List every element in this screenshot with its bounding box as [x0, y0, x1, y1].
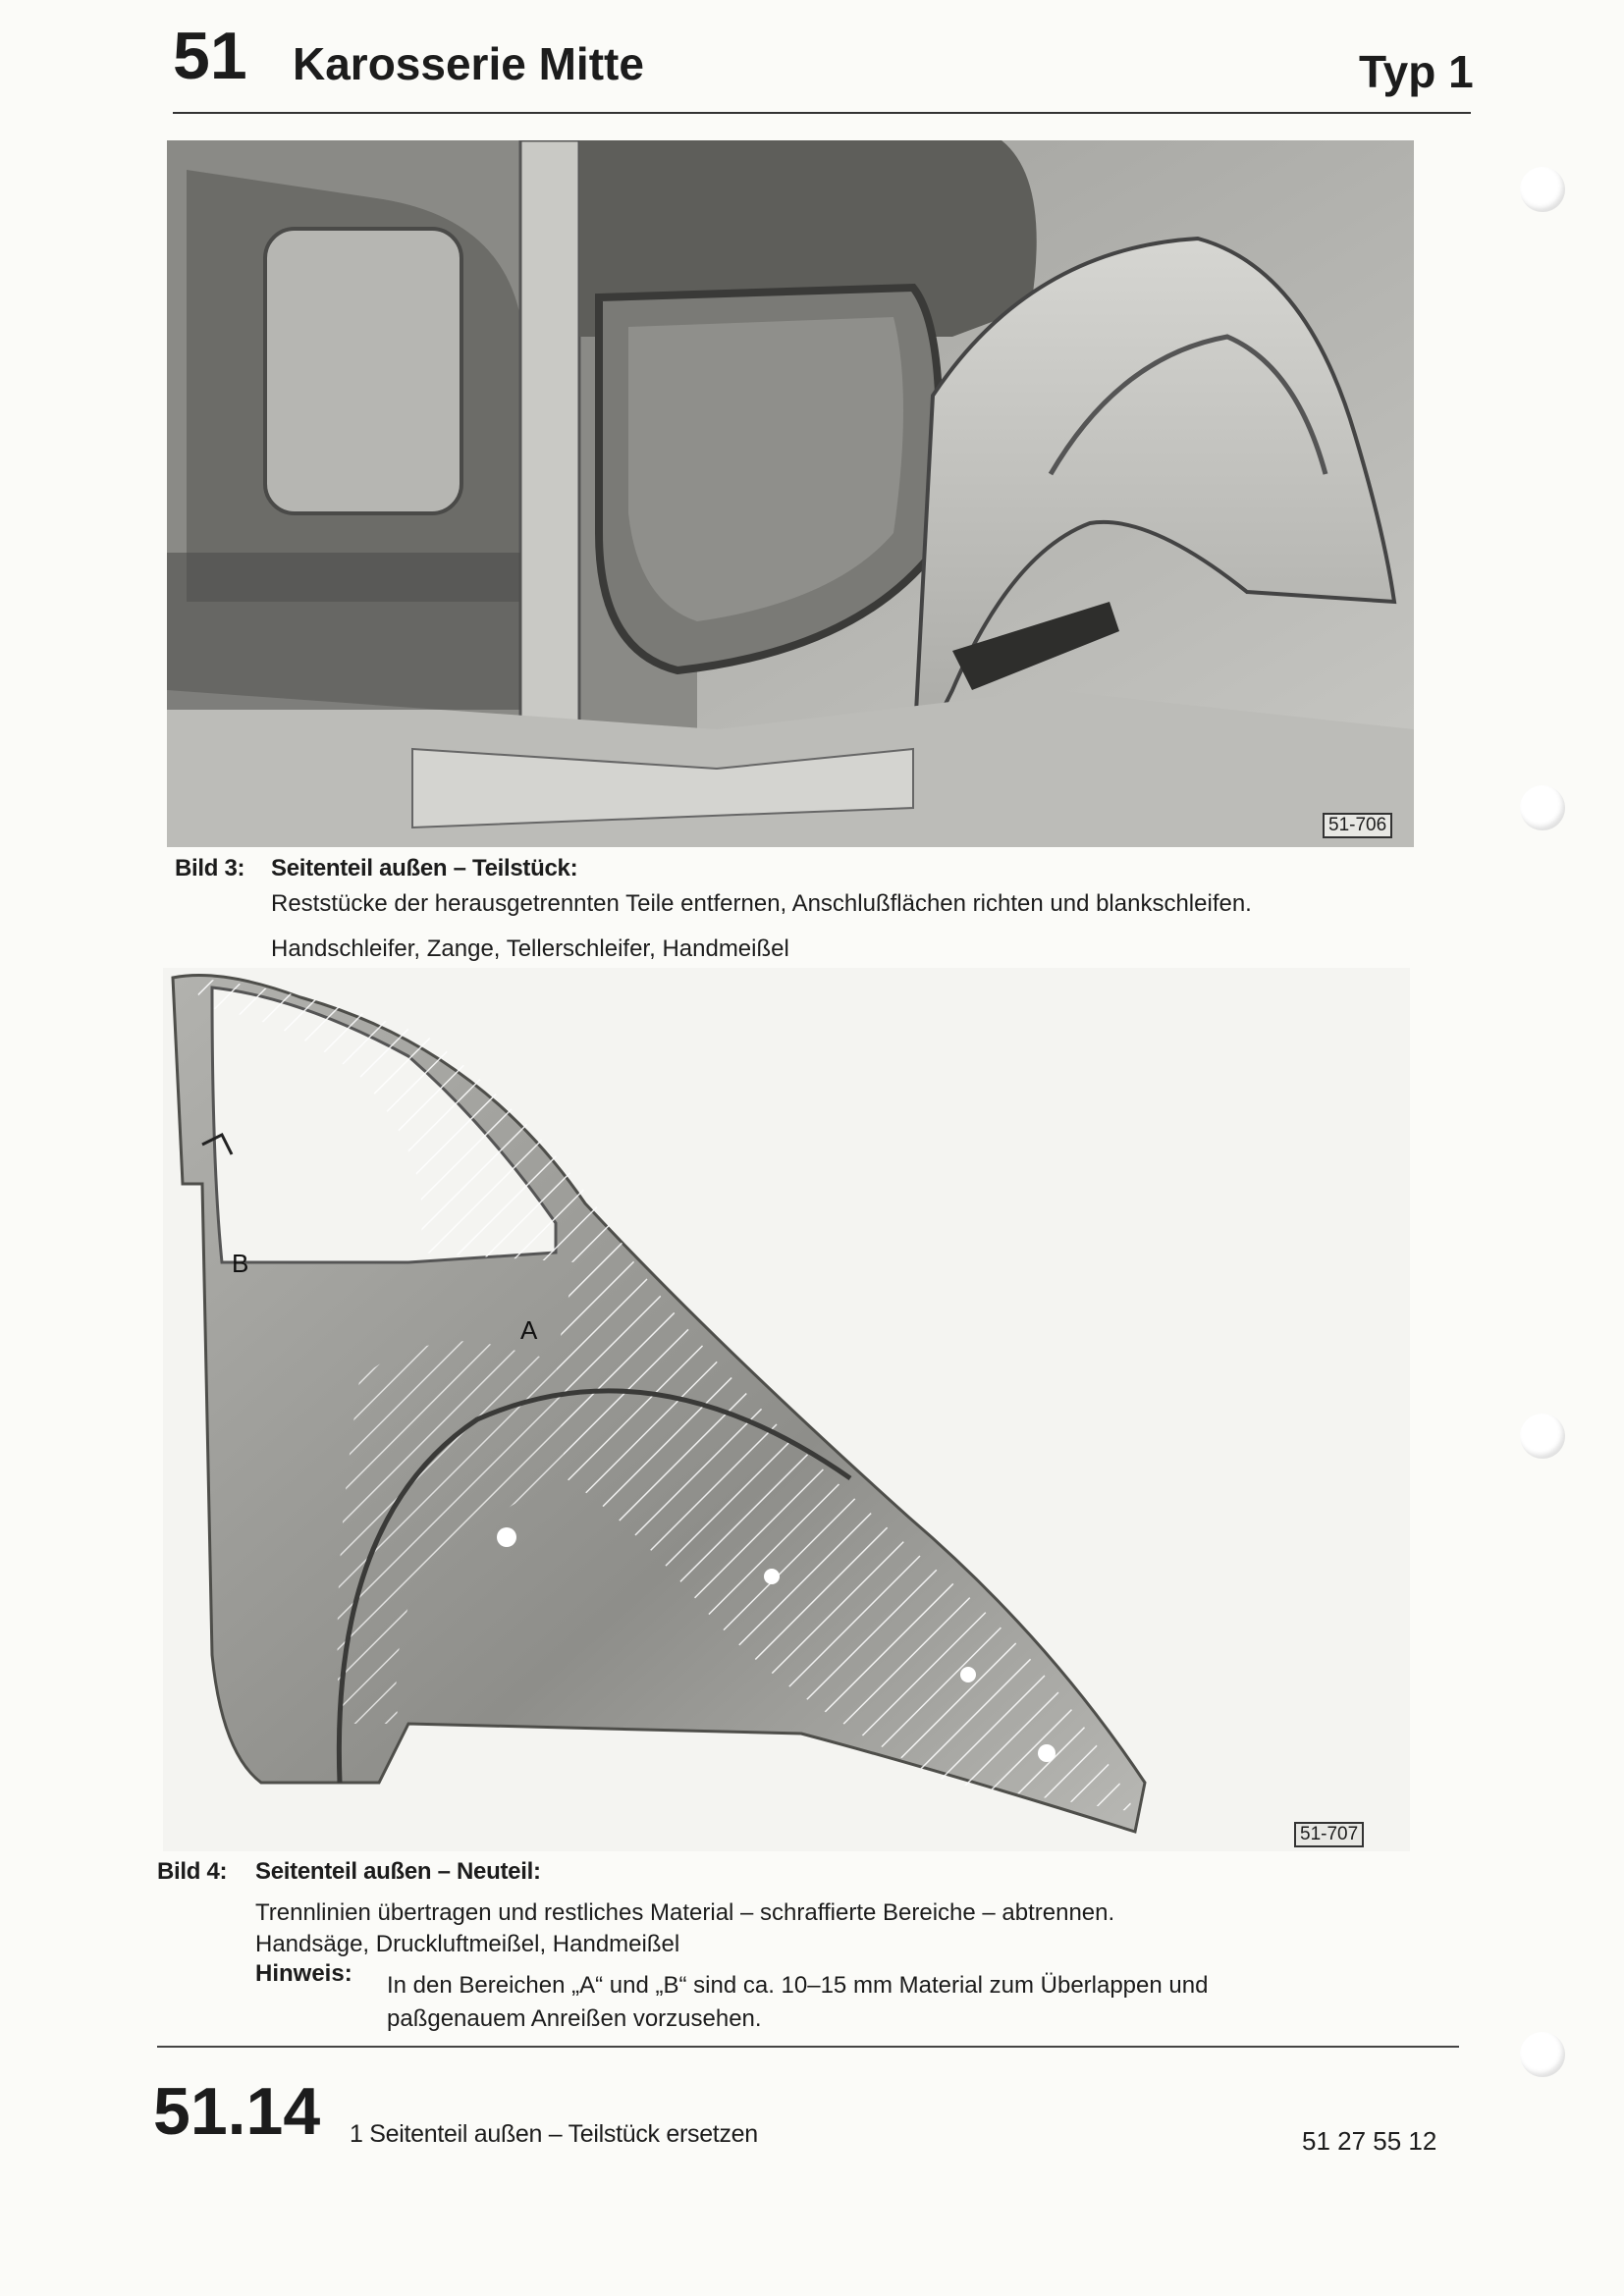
- marker-b: B: [232, 1249, 249, 1278]
- binder-hole: [1520, 1414, 1565, 1459]
- figure-3-instruction: Reststücke der herausgetrennten Teile entfernen, Anschlußflächen richten und blankschleifen.: [271, 890, 1252, 917]
- binder-hole: [1520, 785, 1565, 830]
- type-label: Typ 1: [1359, 46, 1474, 97]
- figure-3-title: Seitenteil außen – Teilstück:: [271, 855, 578, 881]
- chapter-number: 51: [173, 19, 247, 93]
- chapter-title: Karosserie Mitte: [293, 38, 644, 89]
- note-text-continued: paßgenauem Anreißen vorzusehen.: [387, 2005, 762, 2032]
- footer-title: 1 Seitenteil außen – Teilstück ersetzen: [350, 2120, 758, 2148]
- figure-3-label: Bild 3:: [175, 855, 245, 881]
- figure-3-tools: Handschleifer, Zange, Tellerschleifer, Handmeißel: [271, 935, 789, 962]
- figure-4-instruction: Trennlinien übertragen und restliches Material – schraffierte Bereiche – abtrennen.: [255, 1899, 1115, 1926]
- figure-3-photo: [167, 140, 1414, 847]
- figure-4-label: Bild 4:: [157, 1858, 228, 1885]
- note-label: Hinweis:: [255, 1960, 352, 1987]
- figure-3-id: 51-706: [1323, 813, 1392, 838]
- figure-4-photo: [163, 968, 1410, 1851]
- footer-rule: [157, 2046, 1459, 2048]
- binder-hole: [1520, 2032, 1565, 2077]
- page-number: 51.14: [153, 2074, 321, 2149]
- figure-4-id: 51-707: [1294, 1822, 1364, 1847]
- figure-4-title: Seitenteil außen – Neuteil:: [255, 1858, 541, 1885]
- figure-4-tools: Handsäge, Druckluftmeißel, Handmeißel: [255, 1931, 680, 1957]
- marker-a: A: [520, 1315, 538, 1345]
- binder-hole: [1520, 167, 1565, 212]
- part-number: 51 27 55 12: [1302, 2126, 1437, 2156]
- header-rule: [173, 112, 1471, 114]
- note-text: In den Bereichen „A“ und „B“ sind ca. 10–15 mm Material zum Überlappen und: [387, 1972, 1209, 1999]
